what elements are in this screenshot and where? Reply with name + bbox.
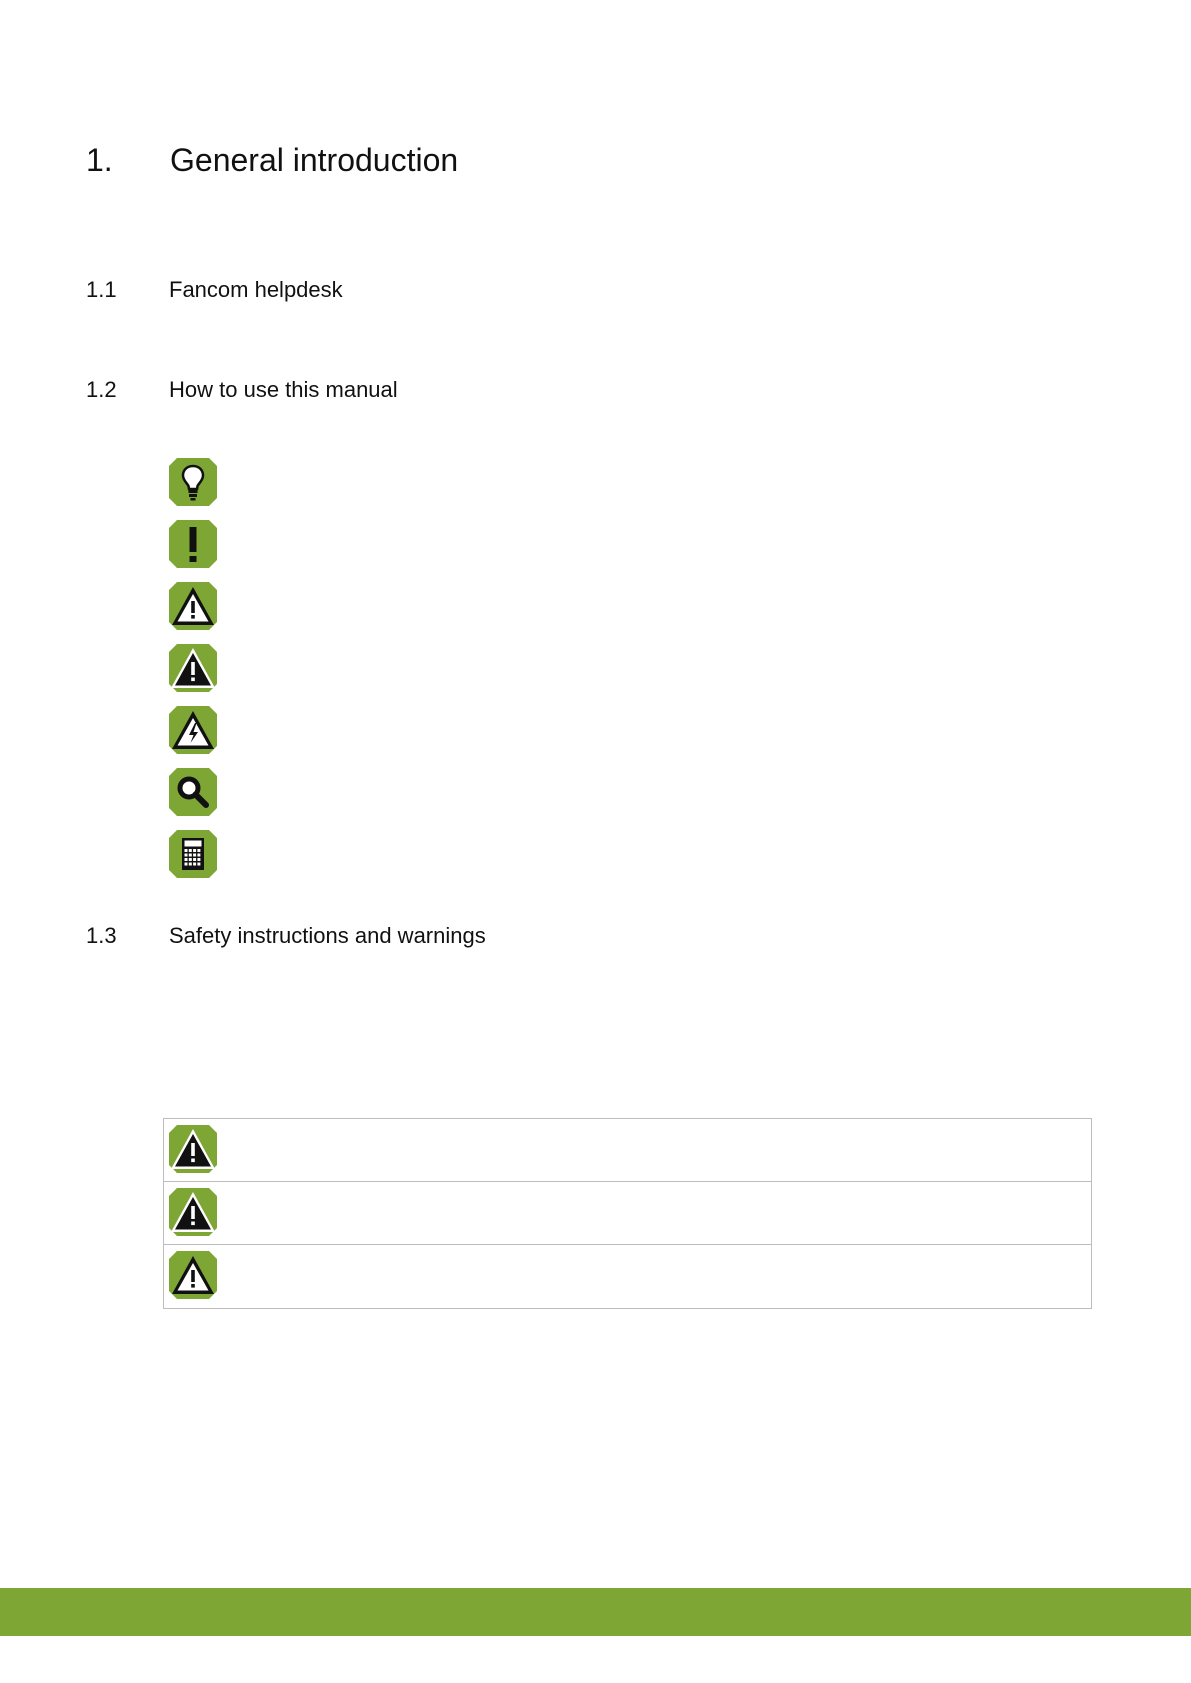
magnifier-icon	[168, 767, 218, 817]
chapter-number: 1.	[86, 142, 113, 178]
section-heading-helpdesk	[86, 277, 343, 303]
table-row	[164, 1119, 1091, 1182]
lightbulb-icon	[168, 457, 218, 507]
chapter-heading	[86, 142, 458, 179]
exclamation-icon	[168, 519, 218, 569]
warning-outline-icon	[168, 581, 218, 631]
section-title: Fancom helpdesk	[169, 277, 343, 302]
chapter-title: General introduction	[170, 142, 459, 178]
section-number: 1.2	[86, 377, 117, 402]
electric-shock-icon	[168, 705, 218, 755]
section-number: 1.1	[86, 277, 117, 302]
section-title: How to use this manual	[169, 377, 398, 402]
safety-warning-table	[163, 1118, 1092, 1309]
warning-filled-icon	[168, 1187, 218, 1237]
section-heading-how-to-use	[86, 377, 398, 403]
section-title: Safety instructions and warnings	[169, 923, 486, 948]
table-row	[164, 1245, 1091, 1308]
section-heading-safety	[86, 923, 486, 949]
footer-bar	[0, 1588, 1191, 1636]
section-number: 1.3	[86, 923, 117, 948]
calculator-icon	[168, 829, 218, 879]
warning-filled-icon	[168, 643, 218, 693]
warning-outline-icon	[168, 1250, 218, 1300]
warning-filled-icon	[168, 1124, 218, 1174]
table-row	[164, 1182, 1091, 1245]
